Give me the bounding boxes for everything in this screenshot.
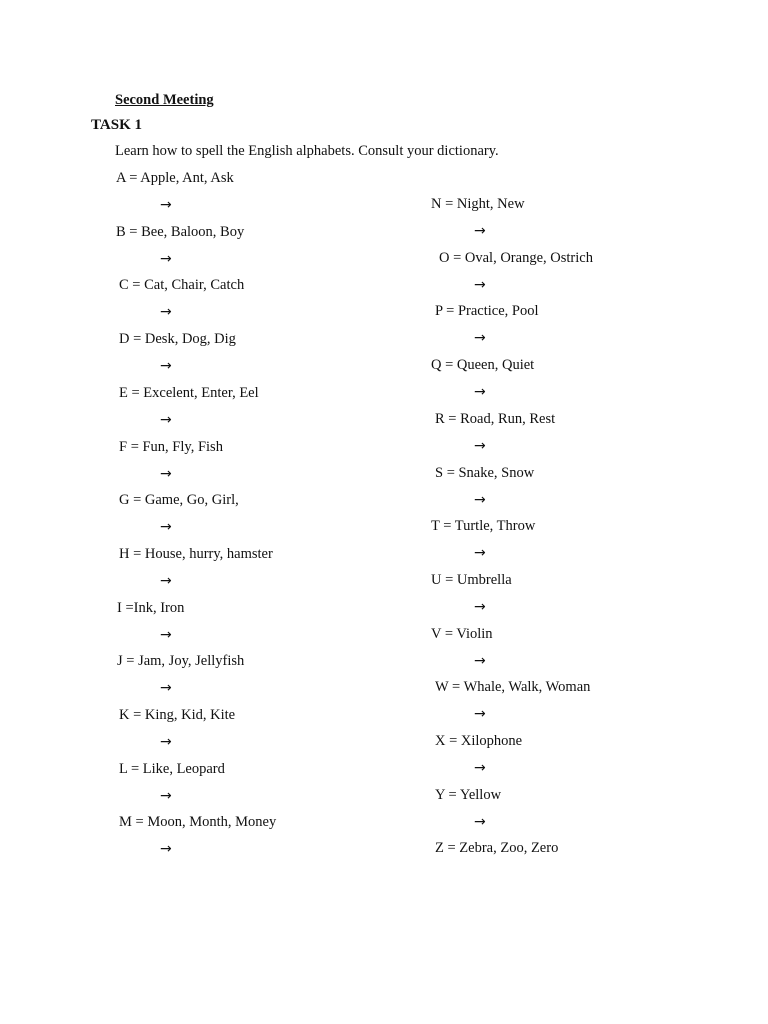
arrow-icon: → [474, 652, 486, 669]
alphabet-entry-right: X = Xilophone [435, 733, 523, 749]
arrow-icon: → [474, 760, 486, 776]
alphabet-entry-left: G = Game, Go, Girl, [119, 492, 239, 509]
alphabet-entry-right: P = Practice, Pool [435, 303, 539, 320]
alphabet-entry-right: N = Night, New [431, 196, 525, 212]
alphabet-entry-left: D = Desk, Dog, Dig [119, 331, 236, 348]
alphabet-entry-left: H = House, hurry, hamster [119, 545, 273, 562]
arrow-icon: → [474, 813, 486, 830]
arrow-icon: → [160, 841, 172, 858]
alphabet-entry-right: O = Oval, Orange, Ostrich [439, 249, 593, 266]
arrow-icon: → [474, 384, 486, 401]
arrow-icon: → [160, 304, 172, 321]
alphabet-entry-right: T = Turtle, Throw [431, 518, 536, 535]
alphabet-entry-left: L = Like, Leopard [119, 760, 225, 777]
alphabet-entry-left: I =Ink, Iron [117, 599, 185, 616]
arrow-icon: → [160, 626, 172, 643]
alphabet-entry-left: M = Moon, Month, Money [119, 814, 277, 831]
arrow-icon: → [474, 330, 486, 347]
alphabet-entry-right: U = Umbrella [431, 571, 512, 588]
alphabet-entry-left: A = Apple, Ant, Ask [116, 170, 234, 186]
arrow-icon: → [160, 734, 172, 750]
instruction-text: Learn how to spell the English alphabets. Consult your dictionary. [115, 143, 499, 159]
arrow-icon: → [474, 223, 486, 239]
arrow-icon: → [160, 250, 172, 267]
arrow-icon: → [474, 491, 486, 508]
arrow-icon: → [160, 572, 172, 589]
alphabet-entry-left: F = Fun, Fly, Fish [119, 438, 223, 455]
arrow-icon: → [474, 276, 486, 293]
arrow-icon: → [160, 787, 172, 804]
alphabet-entry-right: Y = Yellow [435, 786, 502, 803]
arrow-icon: → [160, 197, 172, 213]
arrow-icon: → [160, 519, 172, 536]
alphabet-entry-left: E = Excelent, Enter, Eel [119, 384, 259, 401]
alphabet-entry-left: J = Jam, Joy, Jellyfish [117, 653, 245, 670]
alphabet-entry-right: Q = Queen, Quiet [431, 357, 535, 374]
alphabet-entry-right: S = Snake, Snow [435, 464, 535, 481]
alphabet-entry-left: C = Cat, Chair, Catch [119, 277, 245, 294]
alphabet-entry-right: V = Violin [431, 625, 493, 642]
arrow-icon: → [160, 465, 172, 482]
alphabet-entry-right: W = Whale, Walk, Woman [435, 679, 591, 696]
arrow-icon: → [160, 411, 172, 428]
arrow-icon: → [160, 680, 172, 697]
alphabet-entry-left: K = King, Kid, Kite [119, 707, 236, 723]
alphabet-entry-left: B = Bee, Baloon, Boy [116, 223, 245, 240]
page-heading: Second Meeting [115, 92, 214, 108]
arrow-icon: → [474, 598, 486, 615]
task-title: TASK 1 [91, 117, 142, 133]
arrow-icon: → [160, 358, 172, 375]
alphabet-entry-right: Z = Zebra, Zoo, Zero [435, 840, 559, 857]
arrow-icon: → [474, 545, 486, 562]
arrow-icon: → [474, 706, 486, 723]
alphabet-entry-right: R = Road, Run, Rest [435, 410, 556, 427]
arrow-icon: → [474, 437, 486, 454]
